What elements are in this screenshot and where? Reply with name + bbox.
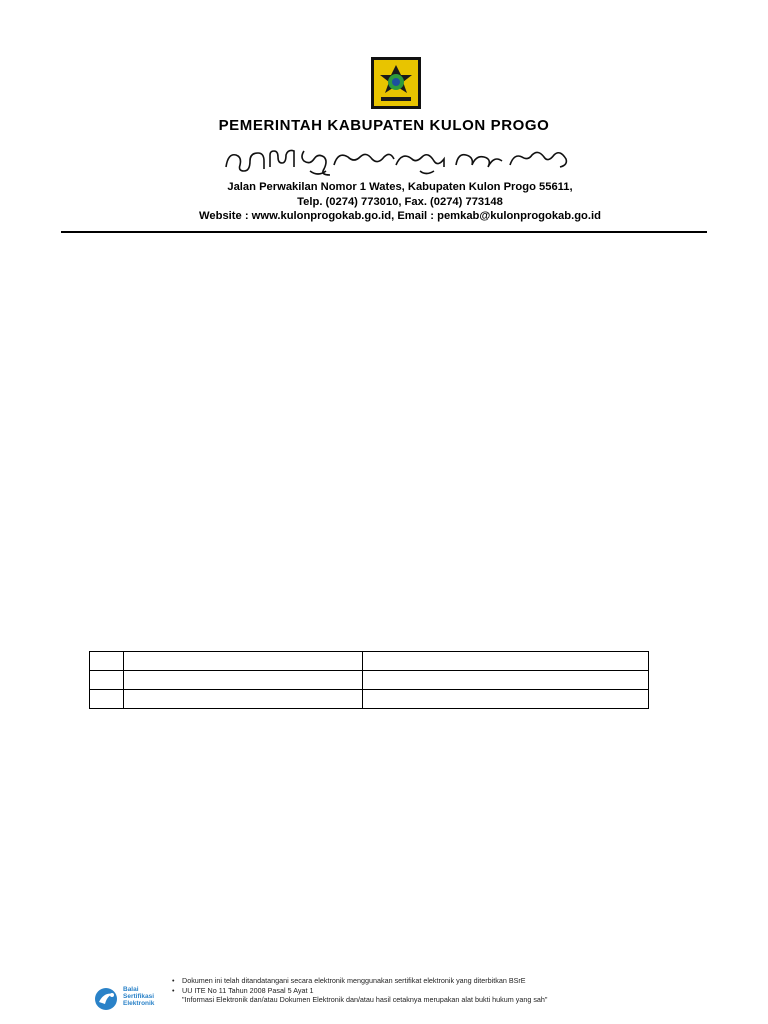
data-table: [89, 651, 649, 709]
note-text: Dokumen ini telah ditandatangani secara elektronik menggunakan sertifikat elektronik yang diterbitkan BSrE: [182, 976, 526, 985]
note-item: [172, 986, 547, 996]
phone-fax-line: Telp. (0274) 773010, Fax. (0274) 773148: [297, 196, 503, 208]
note-item: [172, 995, 547, 1005]
table-cell: [90, 690, 124, 709]
table-cell: [124, 690, 363, 709]
javanese-script-title-icon: [220, 141, 590, 177]
bsre-logo-word: Balai: [123, 986, 139, 993]
bsre-logo-icon: [93, 986, 123, 1012]
bsre-logo-word: Sertifikasi: [123, 993, 155, 1000]
table-cell: [90, 671, 124, 690]
website-email-line: Website : www.kulonprogokab.go.id, Email : pemkab@kulonprogokab.go.id: [199, 210, 601, 222]
e-signature-notes: [172, 976, 547, 1005]
table-cell: [90, 652, 124, 671]
table-row: [90, 690, 649, 709]
note-item: [172, 976, 547, 986]
bullet: •: [172, 976, 175, 985]
letterhead-divider: [61, 231, 707, 233]
table-row: [90, 671, 649, 690]
document-heading: PEMERINTAH KABUPATEN KULON PROGO: [218, 117, 550, 134]
table-row: [90, 652, 649, 671]
bsre-logo-word: Elektronik: [123, 1000, 155, 1007]
kulon-progo-emblem-icon: [371, 57, 421, 109]
note-text: UU ITE No 11 Tahun 2008 Pasal 5 Ayat 1: [182, 985, 314, 995]
table-cell: [363, 671, 649, 690]
note-text: "Informasi Elektronik dan/atau Dokumen Elektronik dan/atau hasil cetaknya merupakan alat bukti hukum yang sah": [182, 995, 548, 1004]
table-cell: [363, 690, 649, 709]
table-cell: [124, 652, 363, 671]
table-cell: [124, 671, 363, 690]
table-cell: [363, 652, 649, 671]
bullet: •: [172, 985, 175, 995]
bsre-logo-text: [123, 986, 154, 1007]
address-line: Jalan Perwakilan Nomor 1 Wates, Kabupaten Kulon Progo 55611,: [227, 181, 573, 193]
